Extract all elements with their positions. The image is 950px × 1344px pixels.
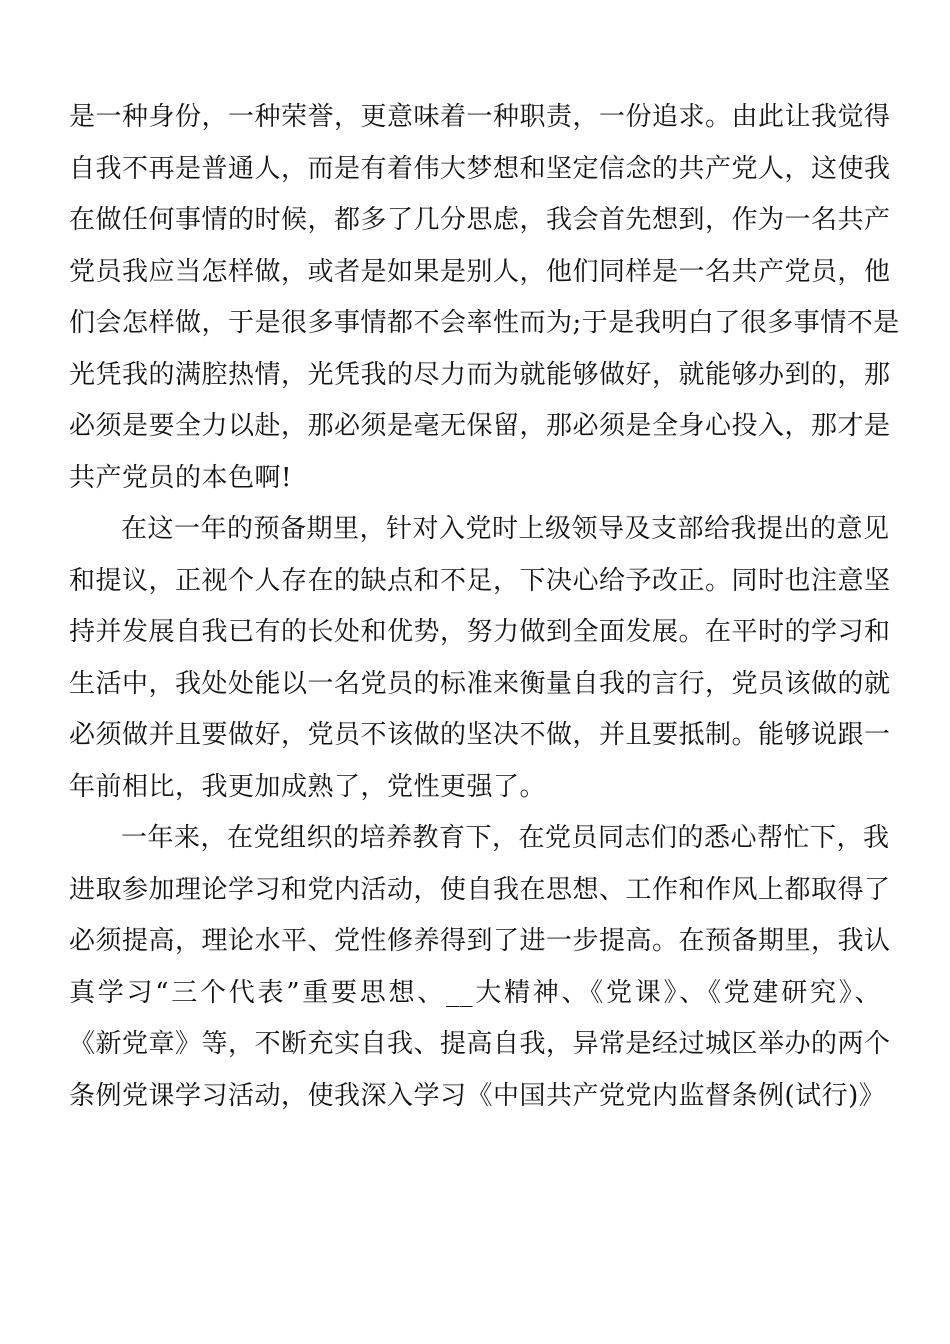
text-line: 持并发展自我已有的长处和优势，努力做到全面发展。在平时的学习和 xyxy=(69,617,891,647)
text-line: 真学习“三个代表”重要思想、__大精神、《党课》、《党建研究》、 xyxy=(69,977,881,1008)
document-page xyxy=(69,92,900,1122)
text-line: 们会怎样做，于是很多事情都不会率性而为;于是我明白了很多事情不是 xyxy=(69,308,900,338)
text-line: 必须做并且要做好，党员不该做的坚决不做，并且要抵制。能够说跟一 xyxy=(69,720,891,750)
text-line: 是一种身份，一种荣誉，更意味着一种职责，一份追求。由此让我觉得 xyxy=(69,102,891,132)
text-line: 自我不再是普通人，而是有着伟大梦想和坚定信念的共产党人，这使我 xyxy=(69,153,891,184)
text-line: 共产党员的本色啊! xyxy=(69,462,292,493)
text-line: 生活中，我处处能以一名党员的标准来衡量自我的言行，党员该做的就 xyxy=(69,668,891,699)
text-line: 一年来，在党组织的培养教育下，在党员同志们的悉心帮忙下，我 xyxy=(121,823,890,853)
text-line: 年前相比，我更加成熟了，党性更强了。 xyxy=(69,771,547,802)
paragraph-1 xyxy=(69,92,900,504)
paragraph-2 xyxy=(69,504,891,813)
text-line: 必须提高，理论水平、党性修养得到了进一步提高。在预备期里，我认 xyxy=(69,926,891,956)
paragraph-3 xyxy=(69,813,891,1122)
text-line: 进取参加理论学习和党内活动，使自我在思想、工作和作风上都取得了 xyxy=(69,874,891,905)
text-line: 条例党课学习活动，使我深入学习《中国共产党党内监督条例(试行)》 xyxy=(69,1080,886,1111)
text-line: 光凭我的满腔热情，光凭我的尽力而为就能够做好，就能够办到的，那 xyxy=(69,359,891,390)
text-line: 和提议，正视个人存在的缺点和不足，下决心给予改正。同时也注意坚 xyxy=(69,565,891,596)
text-line: 在做任何事情的时候，都多了几分思虑，我会首先想到，作为一名共产 xyxy=(69,205,891,235)
text-line: 《新党章》等，不断充实自我、提高自我，异常是经过城区举办的两个 xyxy=(69,1029,891,1059)
text-line: 党员我应当怎样做，或者是如果是别人，他们同样是一名共产党员，他 xyxy=(69,256,891,287)
text-line: 在这一年的预备期里，针对入党时上级领导及支部给我提出的意见 xyxy=(121,514,890,544)
text-line: 必须是要全力以赴，那必须是毫无保留，那必须是全身心投入，那才是 xyxy=(69,411,891,441)
